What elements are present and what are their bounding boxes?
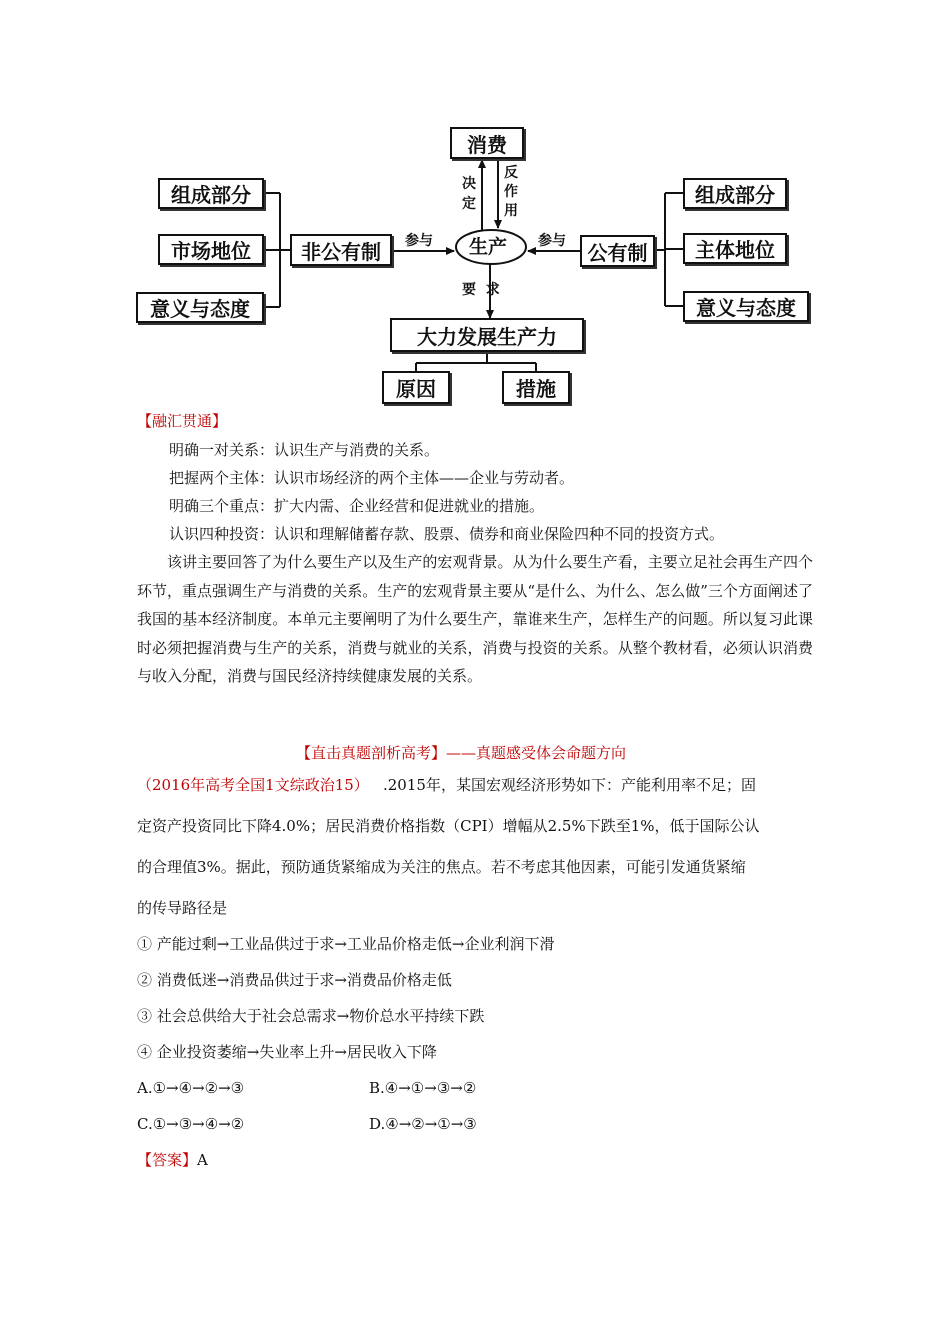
label-require: 要 求 bbox=[462, 282, 500, 298]
concept-diagram bbox=[0, 0, 950, 420]
node-right-3: 意义与态度 bbox=[683, 291, 809, 322]
node-develop: 大力发展生产力 bbox=[390, 318, 584, 352]
section1-line-2: 把握两个主体：认识市场经济的两个主体——企业与劳动者。 bbox=[169, 469, 575, 487]
option-a: A.①→④→②→③ bbox=[137, 1079, 245, 1097]
question-line-4: 的传导路径是 bbox=[137, 899, 228, 917]
section1-line-4: 认识四种投资：认识和理解储蓄存款、股票、债券和商业保险四种不同的投资方式。 bbox=[169, 525, 725, 543]
label-decide-1: 决 bbox=[462, 176, 476, 192]
node-left-2: 市场地位 bbox=[158, 234, 264, 265]
node-reason: 原因 bbox=[382, 371, 450, 404]
label-react-1: 反 bbox=[504, 165, 518, 181]
question-line-2: 定资产投资同比下降4.0%；居民消费价格指数（CPI）增幅从2.5%下跌至1%，低于国际公认 bbox=[137, 817, 760, 835]
question-source: （2016年高考全国1文综政治15） bbox=[137, 776, 369, 794]
answer bbox=[137, 1146, 208, 1174]
section1-heading: 【融汇贯通】 bbox=[137, 412, 228, 430]
section1-line-1: 明确一对关系：认识生产与消费的关系。 bbox=[169, 441, 440, 459]
label-participate-left: 参与 bbox=[405, 233, 433, 249]
node-non-public: 非公有制 bbox=[290, 234, 392, 266]
label-react-2: 作 bbox=[504, 184, 518, 200]
node-right-2: 主体地位 bbox=[683, 233, 787, 264]
question-line-3: 的合理值3%。据此，预防通货紧缩成为关注的焦点。若不考虑其他因素，可能引发通货紧缩 bbox=[137, 858, 746, 876]
node-measure: 措施 bbox=[502, 371, 570, 404]
section1-line-3: 明确三个重点：扩大内需、企业经营和促进就业的措施。 bbox=[169, 497, 545, 515]
node-public: 公有制 bbox=[580, 235, 655, 267]
node-consumption: 消费 bbox=[450, 127, 524, 159]
item-1: ① 产能过剩→工业品供过于求→工业品价格走低→企业利润下滑 bbox=[137, 935, 555, 953]
answer-value: A bbox=[197, 1151, 208, 1169]
item-4: ④ 企业投资萎缩→失业率上升→居民收入下降 bbox=[137, 1043, 437, 1061]
node-right-1: 组成部分 bbox=[683, 178, 787, 209]
section2-heading: 【直击真题剖析高考】——真题感受体会命题方向 bbox=[296, 744, 627, 762]
left-bracket bbox=[264, 193, 291, 307]
item-2: ② 消费低迷→消费品供过于求→消费品价格走低 bbox=[137, 971, 452, 989]
option-b: B.④→①→③→② bbox=[369, 1079, 477, 1097]
item-3: ③ 社会总供给大于社会总需求→物价总水平持续下跌 bbox=[137, 1007, 485, 1025]
question-line-1: .2015年，某国宏观经济形势如下：产能利用率不足；固 bbox=[383, 776, 756, 794]
label-decide-2: 定 bbox=[462, 196, 476, 212]
right-bracket bbox=[654, 193, 683, 306]
label-react-3: 用 bbox=[504, 203, 518, 219]
node-left-3: 意义与态度 bbox=[136, 292, 264, 323]
label-participate-right: 参与 bbox=[538, 233, 566, 249]
bottom-bracket bbox=[416, 352, 536, 372]
option-c: C.①→③→④→② bbox=[137, 1115, 245, 1133]
section1-paragraph: 该讲主要回答了为什么要生产以及生产的宏观背景。从为什么要生产看，主要立足社会再生产四个环节，重点强调生产与消费的关系。生产的宏观背景主要从“是什么、为什么、怎么做”三个方面阐述了我国的基本经济制度。本单元主要阐明了为什么要生产，靠谁来生产，怎样生产的问题。所以复习此课时必须把握消费与生产的关系，消费与就业的关系，消费与投资的关系。从整个教材看，必须认识消费与收入分配，消费与国民经济持续健康发展的关系。 bbox=[137, 553, 813, 685]
answer-label: 【答案】 bbox=[137, 1151, 198, 1169]
node-left-1: 组成部分 bbox=[158, 178, 264, 209]
option-d: D.④→②→①→③ bbox=[369, 1115, 477, 1133]
node-production: 生产 bbox=[469, 236, 508, 258]
